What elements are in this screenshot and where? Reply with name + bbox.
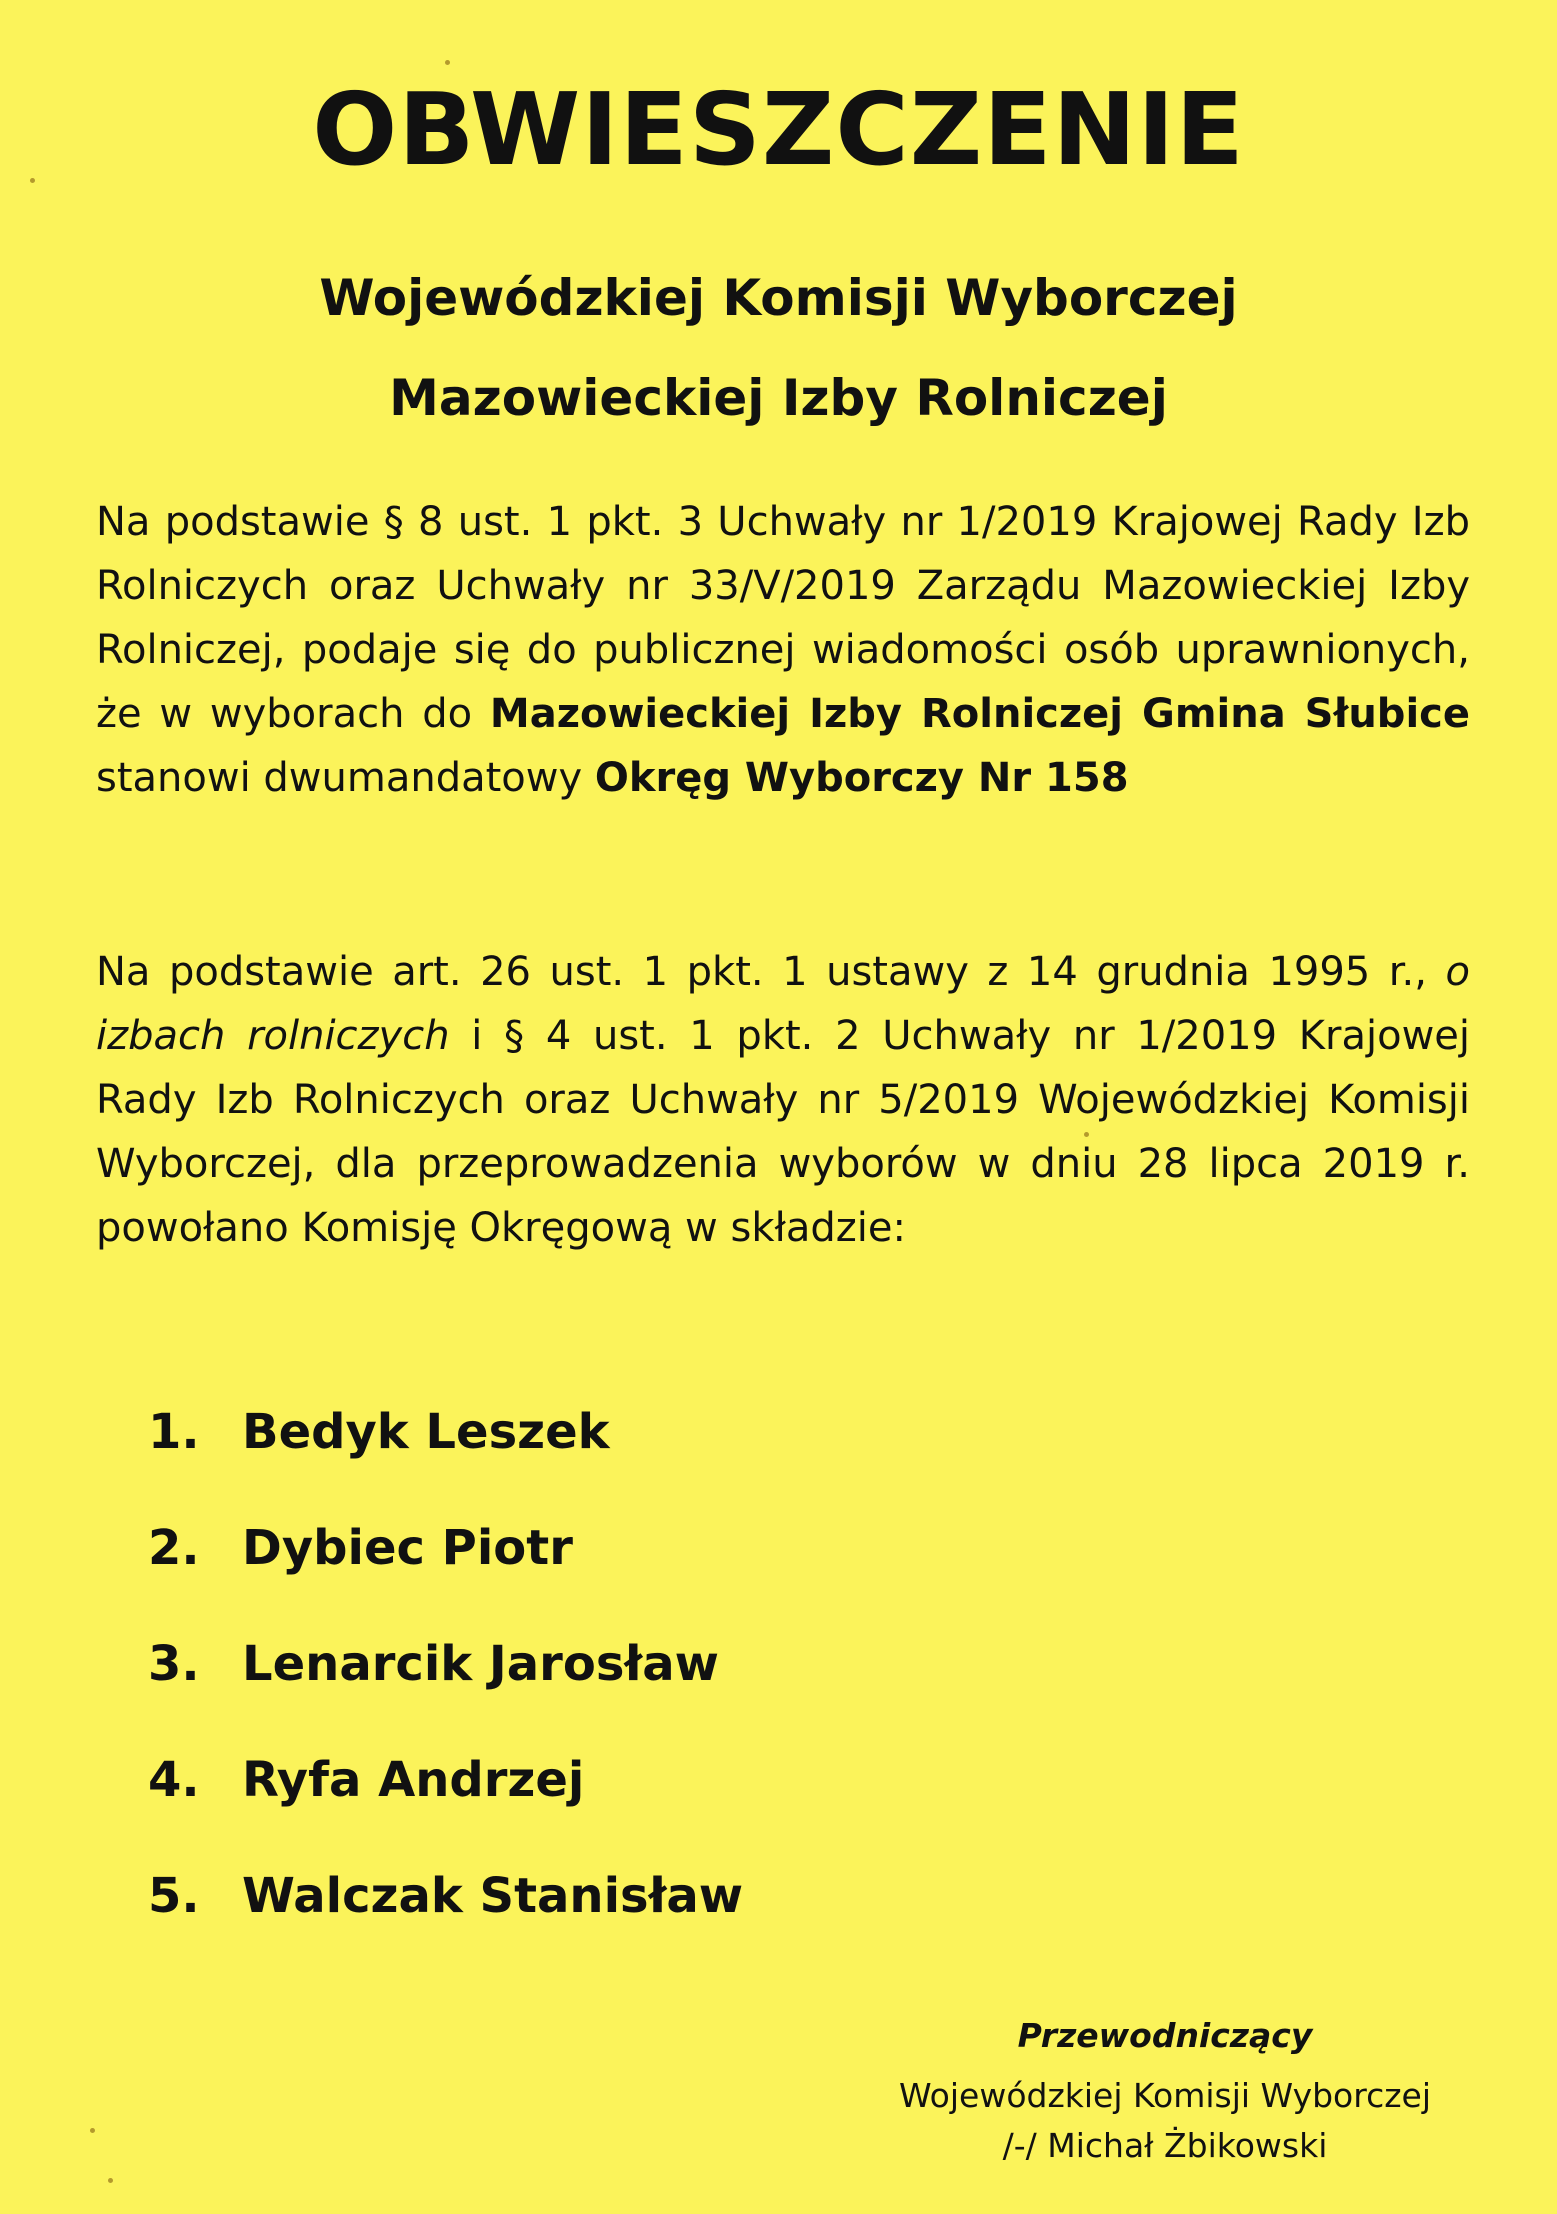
member-number: 1. — [148, 1404, 200, 1460]
member-number: 5. — [148, 1868, 200, 1924]
paragraph-commission-text-2: i § 4 ust. 1 pkt. 2 Uchwały nr 1/2019 Krajowej Rady Izb Rolniczych oraz Uchwały nr 5/2019 Wojewódzkiej Komisji Wyborczej, dla przeprowadzenia wyborów w dniu 28 lipca 2019 r. powołano Komisję Okręgową w składzie: — [96, 1013, 1471, 1251]
list-item — [148, 1864, 1048, 1980]
paper-speck — [30, 178, 35, 183]
member-name: Ryfa Andrzej — [242, 1752, 585, 1808]
member-name: Dybiec Piotr — [242, 1520, 573, 1576]
notice-title: OBWIESZCZENIE — [312, 71, 1245, 188]
list-item — [148, 1632, 1048, 1748]
paper-speck — [90, 2128, 95, 2133]
member-number: 4. — [148, 1752, 200, 1808]
chamber-gmina: Mazowieckiej Izby Rolniczej Gmina Słubice — [489, 691, 1470, 737]
paragraph-district-text-2: stanowi dwumandatowy — [96, 755, 595, 801]
member-name: Lenarcik Jarosław — [242, 1636, 719, 1692]
signature-organization: Wojewódzkiej Komisji Wyborczej — [898, 2076, 1432, 2115]
signature-role: Przewodniczący — [1017, 2016, 1313, 2055]
issuer-line-2: Mazowieckiej Izby Rolniczej — [389, 369, 1168, 427]
paper-speck — [445, 60, 450, 65]
district-number: Okręg Wyborczy Nr 158 — [594, 755, 1129, 801]
member-number: 3. — [148, 1636, 200, 1692]
commission-members-list — [148, 1400, 1048, 1980]
paragraph-district — [96, 490, 1470, 810]
list-item — [148, 1516, 1048, 1632]
paper-speck — [108, 2178, 113, 2183]
member-name: Bedyk Leszek — [242, 1404, 610, 1460]
member-name: Walczak Stanisław — [242, 1868, 744, 1924]
list-item — [148, 1748, 1048, 1864]
act-title: o izbach rolniczych — [96, 949, 1470, 1059]
issuer-line-1: Wojewódzkiej Komisji Wyborczej — [319, 269, 1238, 327]
paper-speck — [1084, 1132, 1089, 1137]
signature-name: /-/ Michał Żbikowski — [1002, 2126, 1328, 2165]
paragraph-commission-text-1: Na podstawie art. 26 ust. 1 pkt. 1 ustawy z 14 grudnia 1995 r., — [96, 949, 1446, 995]
paragraph-commission — [96, 940, 1470, 1260]
list-item — [148, 1400, 1048, 1516]
member-number: 2. — [148, 1520, 200, 1576]
paragraph-district-text-1: Na podstawie § 8 ust. 1 pkt. 3 Uchwały nr 1/2019 Krajowej Rady Izb Rolniczych oraz Uchwały nr 33/V/2019 Zarządu Mazowieckiej Izby Rolniczej, podaje się do publicznej wiadomości osób uprawnionych, że w wyborach do — [96, 499, 1470, 737]
